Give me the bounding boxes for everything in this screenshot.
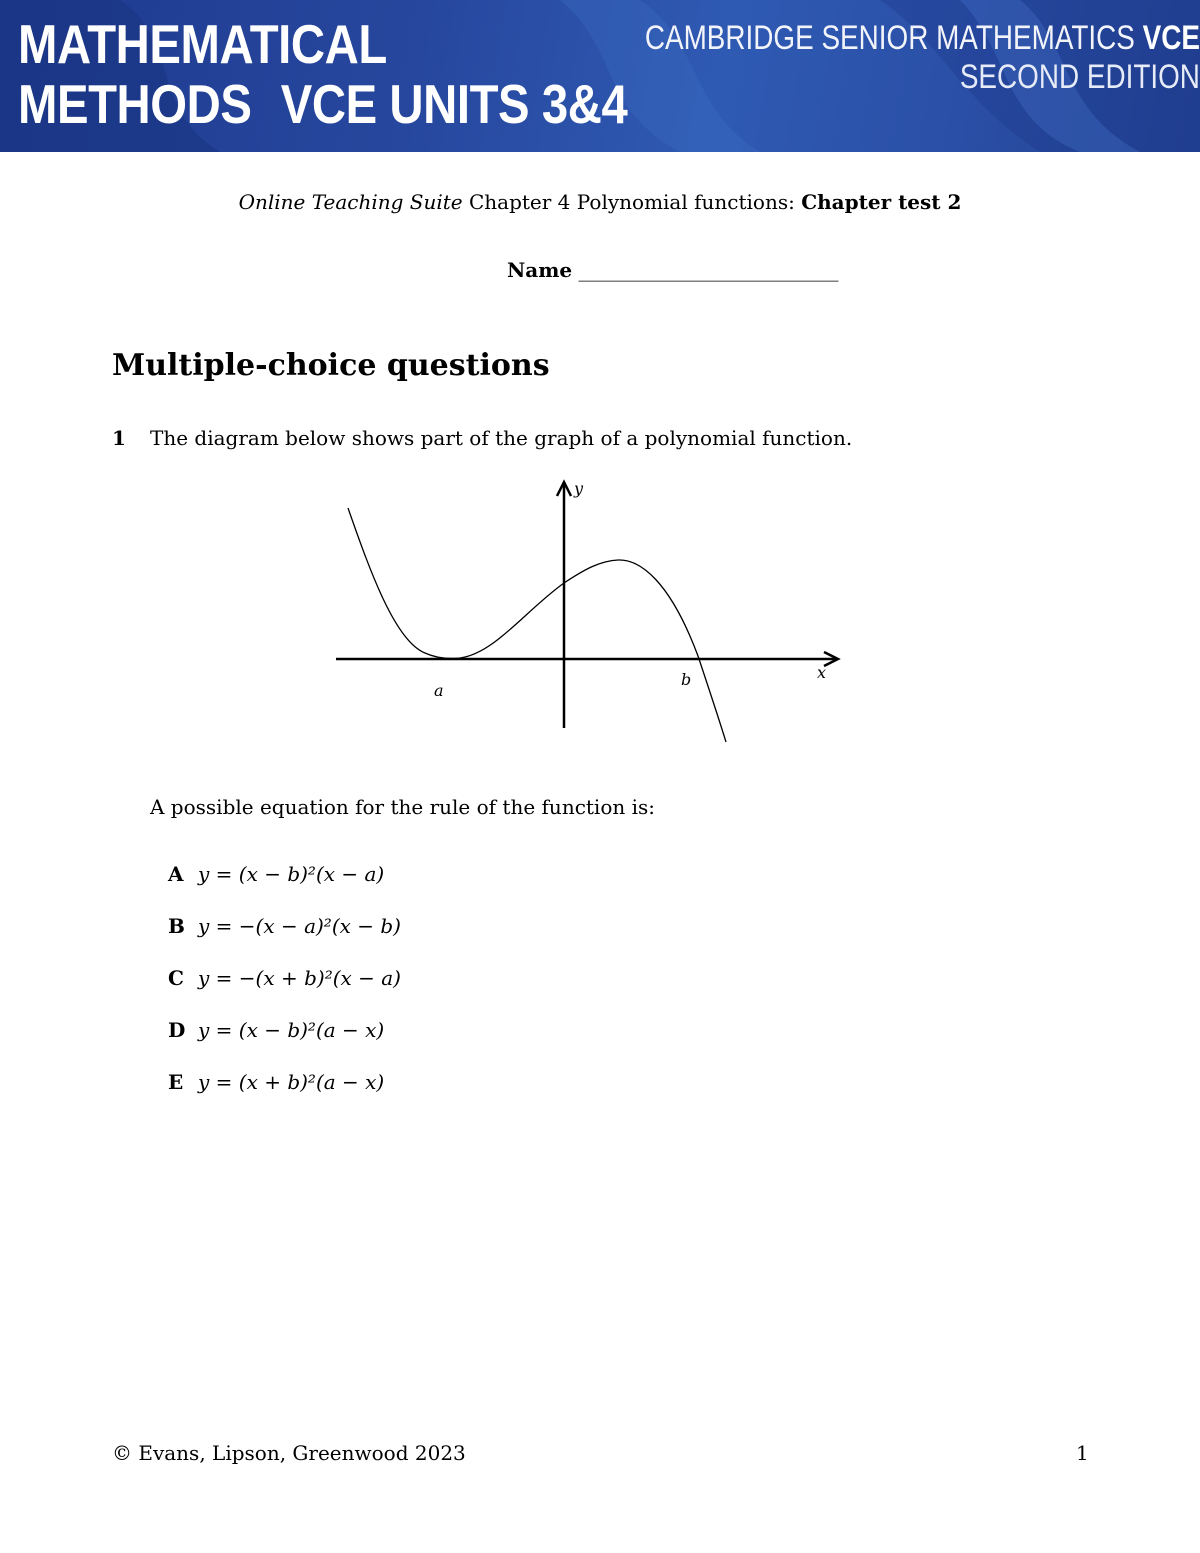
option-letter: A [168, 862, 184, 886]
name-label: Name [507, 258, 573, 282]
option-c[interactable] [168, 966, 401, 990]
series-prefix: CAMBRIDGE SENIOR MATHEMATICS [644, 19, 1135, 57]
root-b-label: b [681, 670, 692, 689]
chapter-name: Chapter 4 Polynomial functions: [468, 190, 795, 214]
book-title-methods: METHODS [18, 73, 252, 135]
polynomial-graph [330, 476, 850, 748]
y-axis-label: y [574, 479, 584, 498]
name-field[interactable] [507, 258, 839, 282]
test-header [0, 190, 1200, 214]
book-title [18, 14, 627, 134]
question-prompt: A possible equation for the rule of the function is: [150, 795, 656, 819]
header-banner [0, 0, 1200, 152]
series-name [645, 18, 1200, 96]
option-equation: y = (x + b)²(a − x) [198, 1070, 385, 1094]
suite-name: Online Teaching Suite [238, 190, 463, 214]
series-vce: VCE [1142, 19, 1200, 57]
option-equation: y = −(x − a)²(x − b) [198, 914, 401, 938]
book-title-line2 [18, 74, 627, 134]
option-d[interactable] [168, 1018, 384, 1042]
option-letter: B [168, 914, 185, 938]
name-blank[interactable]: __________________________ [578, 258, 839, 282]
book-title-units: VCE UNITS 3&4 [280, 73, 628, 135]
option-b[interactable] [168, 914, 401, 938]
book-title-line1: MATHEMATICAL [18, 13, 387, 75]
root-a-label: a [434, 681, 444, 700]
page-number: 1 [1076, 1441, 1089, 1465]
option-letter: C [168, 966, 184, 990]
option-a[interactable] [168, 862, 384, 886]
test-name: Chapter test 2 [801, 190, 962, 214]
option-equation: y = (x − b)²(a − x) [198, 1018, 385, 1042]
option-letter: D [168, 1018, 186, 1042]
section-title: Multiple-choice questions [112, 348, 550, 383]
option-letter: E [168, 1070, 184, 1094]
x-axis-label: x [817, 663, 827, 682]
polynomial-curve [348, 508, 726, 742]
question-number: 1 [112, 426, 126, 450]
option-equation: y = −(x + b)²(x − a) [198, 966, 401, 990]
series-title [645, 18, 1200, 58]
option-equation: y = (x − b)²(x − a) [198, 862, 385, 886]
copyright-notice: © Evans, Lipson, Greenwood 2023 [112, 1441, 466, 1465]
question-text: The diagram below shows part of the graph of a polynomial function. [150, 426, 853, 450]
edition-label: SECOND EDITION [959, 58, 1200, 96]
option-e[interactable] [168, 1070, 384, 1094]
